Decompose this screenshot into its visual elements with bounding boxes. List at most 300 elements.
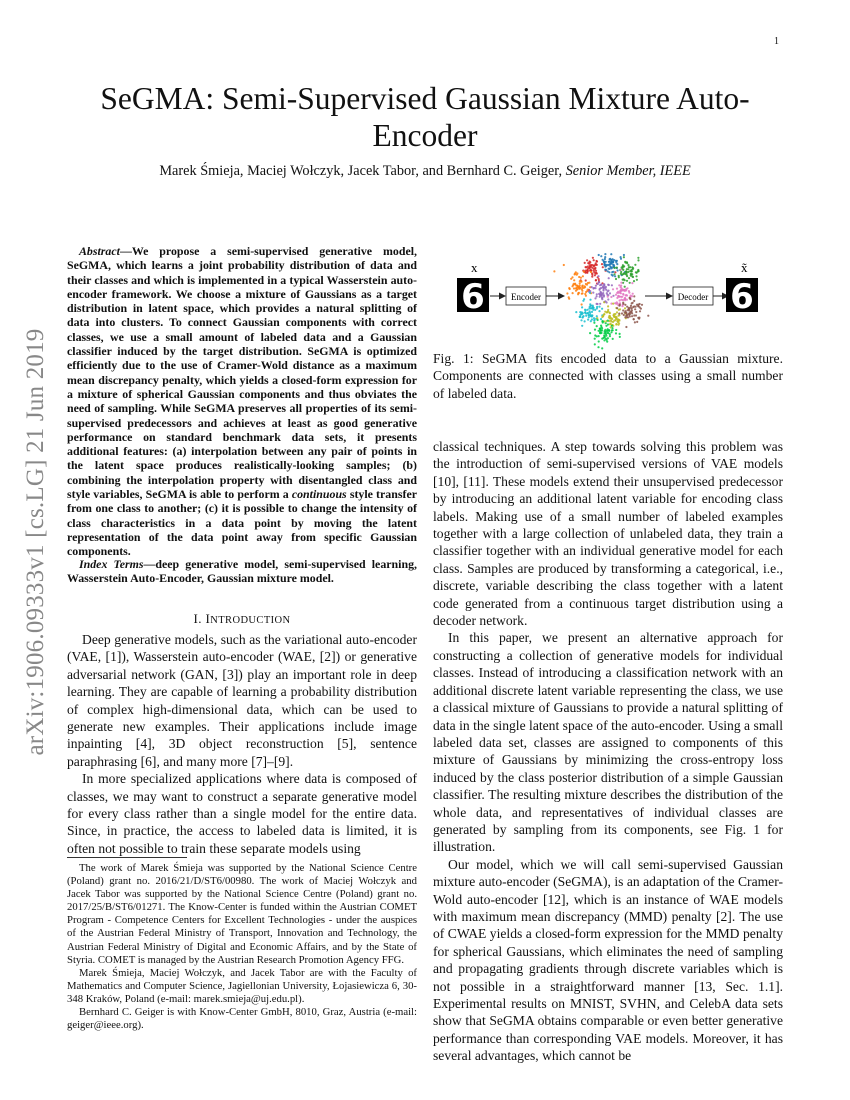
latent-point (593, 322, 595, 324)
latent-point (616, 267, 618, 269)
latent-point (592, 257, 594, 259)
latent-point (609, 317, 611, 319)
latent-point (613, 267, 615, 269)
latent-point (608, 330, 610, 332)
input-digit-image (457, 277, 489, 317)
latent-point (618, 309, 620, 311)
latent-point (633, 300, 635, 302)
latent-point (610, 296, 612, 298)
abstract (67, 244, 417, 559)
latent-point (629, 298, 631, 300)
latent-point (581, 316, 583, 318)
latent-point (594, 297, 596, 299)
latent-point (601, 316, 603, 318)
latent-point (616, 311, 618, 313)
latent-point (624, 273, 626, 275)
latent-point (598, 281, 600, 283)
latent-point (595, 279, 597, 281)
output-label: x̃ (741, 260, 748, 275)
latent-point (612, 288, 614, 290)
index-terms-text: —deep generative model, semi-supervised learning, Wasserstein Auto-Encoder, Gaussian mixture model. (67, 557, 417, 586)
latent-point (592, 305, 594, 307)
latent-point (624, 312, 626, 314)
latent-point (609, 265, 611, 267)
section-numeral: I. (193, 611, 206, 626)
latent-point (612, 303, 614, 305)
latent-point (568, 296, 570, 298)
latent-point (623, 256, 625, 258)
latent-point (579, 287, 581, 289)
latent-point (581, 325, 583, 327)
latent-point (591, 276, 593, 278)
latent-point (594, 329, 596, 331)
latent-point (591, 318, 593, 320)
input-digit: 6 (461, 277, 485, 317)
latent-point (587, 319, 589, 321)
latent-point (615, 332, 617, 334)
latent-point (608, 260, 610, 262)
left-column-body (67, 631, 417, 857)
latent-point (589, 261, 591, 263)
latent-point (578, 292, 580, 294)
latent-point (614, 271, 616, 273)
latent-point (626, 261, 628, 263)
latent-point (611, 261, 613, 263)
latent-point (629, 282, 631, 284)
latent-point (607, 296, 609, 298)
section-initial: I (205, 611, 211, 626)
latent-point (602, 266, 604, 268)
latent-point (589, 332, 591, 334)
latent-point (623, 265, 625, 267)
latent-point (604, 253, 606, 255)
latent-point (589, 299, 591, 301)
latent-point (611, 325, 613, 327)
latent-point (601, 297, 603, 299)
latent-point (606, 339, 608, 341)
output-digit: 6 (730, 277, 754, 317)
latent-point (604, 329, 606, 331)
latent-point (612, 338, 614, 340)
author-line (60, 163, 790, 180)
latent-point (601, 338, 603, 340)
latent-point (597, 346, 599, 348)
latent-point (572, 292, 574, 294)
latent-point (594, 334, 596, 336)
latent-point (601, 320, 603, 322)
latent-point (582, 285, 584, 287)
latent-point (594, 343, 596, 345)
latent-point (598, 278, 600, 280)
latent-point (581, 313, 583, 315)
latent-point (585, 266, 587, 268)
latent-point (596, 307, 598, 309)
latent-point (619, 299, 621, 301)
latent-point (611, 327, 613, 329)
latent-point (596, 293, 598, 295)
latent-point (605, 322, 607, 324)
latent-point (603, 261, 605, 263)
latent-point (583, 271, 585, 273)
latent-point (627, 271, 629, 273)
latent-point (585, 291, 587, 293)
latent-point (581, 292, 583, 294)
latent-point (583, 298, 585, 300)
latent-point (626, 299, 628, 301)
latent-point (617, 324, 619, 326)
latent-point (576, 287, 578, 289)
latent-point (601, 308, 603, 310)
latent-point (596, 315, 598, 317)
latent-point (628, 266, 630, 268)
latent-point (583, 287, 585, 289)
latent-point (571, 276, 573, 278)
latent-point (609, 315, 611, 317)
latent-point (633, 318, 635, 320)
latent-point (624, 298, 626, 300)
section-heading (67, 611, 417, 627)
author-names: Marek Śmieja, Maciej Wołczyk, Jacek Tabor, and Bernhard C. Geiger, (159, 163, 566, 179)
latent-point (600, 318, 602, 320)
latent-point (603, 313, 605, 315)
latent-point (569, 288, 571, 290)
latent-point (610, 323, 612, 325)
latent-point (586, 284, 588, 286)
latent-point (632, 267, 634, 269)
latent-point (631, 282, 633, 284)
latent-point (594, 287, 596, 289)
latent-point (592, 309, 594, 311)
latent-point (618, 320, 620, 322)
latent-point (594, 338, 596, 340)
arxiv-stamp-text: arXiv:1906.09333v1 [cs.LG] 21 Jun 2019 (22, 328, 49, 756)
latent-point (615, 323, 617, 325)
latent-point (624, 289, 626, 291)
latent-point (631, 295, 633, 297)
decoder-label: Decoder (677, 292, 709, 302)
abstract-text-2: style transfer from one class to another; (c) it is possible to change the intensity of class characteristics in a data point by moving the latent representation of the data point away from specific Gaussian components. (67, 487, 417, 559)
latent-point (628, 277, 630, 279)
paper-title: SeGMA: Semi-Supervised Gaussian Mixture Auto-Encoder (100, 81, 750, 153)
latent-point (611, 329, 613, 331)
latent-point (599, 303, 601, 305)
latent-point (598, 310, 600, 312)
latent-point (609, 258, 611, 260)
latent-point (598, 340, 600, 342)
figure-diagram (452, 242, 792, 350)
latent-point (619, 333, 621, 335)
latent-point (626, 306, 628, 308)
latent-point (628, 307, 630, 309)
latent-point (603, 339, 605, 341)
abstract-label: Abstract (79, 244, 120, 258)
latent-point (641, 304, 643, 306)
latent-point (586, 309, 588, 311)
latent-point (625, 326, 627, 328)
latent-point (612, 295, 614, 297)
footnotes (67, 862, 417, 1032)
latent-point (609, 292, 611, 294)
footnote-rule (67, 857, 187, 858)
latent-point (592, 287, 594, 289)
latent-point (607, 310, 609, 312)
latent-point (587, 268, 589, 270)
latent-point (588, 263, 590, 265)
latent-point (584, 262, 586, 264)
latent-point (602, 294, 604, 296)
latent-point (636, 321, 638, 323)
latent-point (635, 275, 637, 277)
latent-point (591, 311, 593, 313)
latent-point (598, 306, 600, 308)
latent-point (616, 307, 618, 309)
latent-point (575, 311, 577, 313)
latent-point (585, 279, 587, 281)
latent-point (566, 292, 568, 294)
latent-point (604, 258, 606, 260)
latent-point (598, 254, 600, 256)
latent-point (607, 320, 609, 322)
latent-gaussian-mixture (553, 253, 649, 350)
intro-paragraph-2: In more specialized applications where data is composed of classes, we may want to construct a separate generative model for every class rather than a single model for the entire data. Since, in practice, the access to labeled data is limited, it is often not possible to train these separate models using (67, 771, 417, 856)
latent-point (611, 274, 613, 276)
latent-point (607, 270, 609, 272)
latent-point (610, 331, 612, 333)
latent-point (584, 309, 586, 311)
latent-point (635, 311, 637, 313)
latent-point (634, 321, 636, 323)
latent-point (614, 302, 616, 304)
latent-point (624, 286, 626, 288)
latent-point (591, 286, 593, 288)
latent-point (630, 305, 632, 307)
latent-point (618, 276, 620, 278)
latent-point (619, 290, 621, 292)
latent-point (628, 314, 630, 316)
latent-point (593, 270, 595, 272)
latent-point (615, 329, 617, 331)
intro-paragraph-1: Deep generative models, such as the variational auto-encoder (VAE, [1]), Wasserstein auto-encoder (WAE, [2]) or generative adversarial network (GAN, [3]) play an important role in deep learning. They are capable of learning a probability distribution of complex high-dimensional data, which can be used to generate new examples. Their applications include image inpainting [4], 3D object reconstruction [5], sentence paraphrasing [6], and many more [7]–[9]. (67, 632, 417, 769)
latent-point (626, 268, 628, 270)
latent-point (625, 270, 627, 272)
latent-point (600, 284, 602, 286)
latent-point (575, 284, 577, 286)
latent-point (596, 295, 598, 297)
latent-point (594, 309, 596, 311)
latent-point (598, 335, 600, 337)
latent-point (585, 315, 587, 317)
latent-point (601, 263, 603, 265)
right-paragraph-2: In this paper, we present an alternative approach for constructing a collection of generative models for individual classes. Instead of introducing a classification network with an additional discrete latent variable representing the class, we use a classical mixture of Gaussians to provide a natural splitting of data in the single latent space of the auto-encoder. Using a small labeled data set, classes are assigned to components of this mixture of Gaussians by minimizing the cross-entropy loss induced by the class posterior distribution of a simple Gaussian classifier. The resulting mixture describes the distribution of the whole data, and representatives of individual classes are generated by sampling from its components, see Fig. 1 for illustration. (433, 630, 783, 855)
index-terms-label: Index Terms (79, 557, 144, 571)
latent-point (563, 264, 565, 266)
latent-point (612, 321, 614, 323)
latent-point (632, 293, 634, 295)
latent-point (586, 259, 588, 261)
latent-point (604, 311, 606, 313)
latent-point (579, 282, 581, 284)
latent-point (621, 296, 623, 298)
latent-point (596, 325, 598, 327)
latent-point (595, 285, 597, 287)
latent-point (634, 264, 636, 266)
latent-point (553, 270, 555, 272)
latent-point (622, 273, 624, 275)
latent-point (611, 284, 613, 286)
latent-point (636, 279, 638, 281)
latent-point (589, 292, 591, 294)
latent-point (604, 287, 606, 289)
latent-point (609, 335, 611, 337)
latent-point (603, 283, 605, 285)
latent-point (607, 284, 609, 286)
input-label: x (471, 260, 478, 275)
latent-point (607, 328, 609, 330)
latent-point (602, 285, 604, 287)
latent-point (616, 320, 618, 322)
latent-point (607, 323, 609, 325)
latent-point (640, 308, 642, 310)
latent-point (607, 298, 609, 300)
latent-point (596, 260, 598, 262)
latent-point (638, 270, 640, 272)
latent-point (584, 311, 586, 313)
latent-point (639, 310, 641, 312)
latent-point (603, 301, 605, 303)
latent-point (580, 319, 582, 321)
latent-point (594, 268, 596, 270)
latent-point (578, 276, 580, 278)
latent-point (603, 334, 605, 336)
latent-point (600, 332, 602, 334)
latent-point (634, 308, 636, 310)
latent-point (631, 310, 633, 312)
latent-point (584, 320, 586, 322)
right-paragraph-1: classical techniques. A step towards solving this problem was the introduction of semi-supervised versions of VAE models [10], [11]. These models extend their unsupervised predecessor by introducing an additional latent variable for encoding class labels. Making use of a small number of labeled examples together with a large collection of unlabeled data, they train a classifier together with an individual generative model for each class. Samples are produced by transforming a categorical, i.e., discrete, variable describing the class together with a latent code generated from a continuous target distribution using a decoder network. (433, 439, 783, 629)
latent-point (597, 275, 599, 277)
latent-point (625, 315, 627, 317)
latent-point (613, 273, 615, 275)
latent-point (609, 333, 611, 335)
latent-point (625, 294, 627, 296)
latent-point (573, 279, 575, 281)
latent-point (617, 296, 619, 298)
latent-point (629, 270, 631, 272)
latent-point (615, 294, 617, 296)
output-digit-image (726, 277, 758, 317)
latent-point (623, 314, 625, 316)
latent-point (590, 271, 592, 273)
latent-point (620, 286, 622, 288)
encoder-label: Encoder (511, 292, 541, 302)
latent-point (608, 277, 610, 279)
latent-point (624, 307, 626, 309)
latent-point (631, 302, 633, 304)
latent-point (592, 292, 594, 294)
latent-point (607, 305, 609, 307)
page-number: 1 (774, 36, 779, 47)
latent-point (609, 264, 611, 266)
latent-point (613, 259, 615, 261)
author-affiliation: Senior Member, IEEE (565, 163, 691, 179)
latent-point (587, 312, 589, 314)
latent-point (624, 279, 626, 281)
abstract-text-1: —We propose a semi-supervised generative model, SeGMA, which learns a joint probability distribution of data and their classes and which is implemented in a typical Wasserstein auto-encoder framework. We choose a mixture of Gaussians as a target distribution in latent space, which provides a natural splitting of data into clusters. To connect Gaussian components with correct classes, we use a small amount of labeled data and a Gaussian classifier induced by the target distribution. SeGMA is optimized efficiently due to the use of Cramer-Wold distance as a maximum mean discrepancy penalty, which yields a closed-form expression for a mixture of spherical Gaussian components and thus obviates the need of sampling. While SeGMA preserves all properties of its semi-supervised predecessors and achieves at least as good generative performance on standard benchmark data sets, it presents additional features: (a) interpolation between any pair of points in the latent space produces realistically-looking samples; (b) combining the interpolation property with disentangled class and style variables, SeGMA is able to perform a (67, 244, 417, 502)
latent-point (618, 313, 620, 315)
latent-point (605, 333, 607, 335)
latent-point (630, 275, 632, 277)
latent-point (591, 274, 593, 276)
latent-point (579, 316, 581, 318)
latent-point (614, 313, 616, 315)
latent-point (582, 275, 584, 277)
latent-point (633, 280, 635, 282)
right-column-body (433, 438, 783, 1065)
latent-point (580, 280, 582, 282)
latent-point (597, 319, 599, 321)
latent-point (590, 265, 592, 267)
latent-point (602, 259, 604, 261)
latent-point (602, 289, 604, 291)
latent-point (624, 304, 626, 306)
latent-point (584, 293, 586, 295)
latent-point (633, 295, 635, 297)
latent-point (595, 270, 597, 272)
latent-point (595, 272, 597, 274)
latent-point (631, 315, 633, 317)
latent-point (620, 258, 622, 260)
latent-point (622, 294, 624, 296)
latent-point (620, 273, 622, 275)
latent-point (620, 269, 622, 271)
latent-point (635, 314, 637, 316)
latent-point (604, 269, 606, 271)
latent-point (622, 303, 624, 305)
section-title-rest: NTRODUCTION (210, 615, 291, 626)
index-terms (67, 557, 417, 586)
latent-point (590, 307, 592, 309)
latent-point (600, 326, 602, 328)
latent-point (635, 306, 637, 308)
latent-point (637, 259, 639, 261)
latent-point (626, 280, 628, 282)
latent-point (637, 305, 639, 307)
latent-point (588, 282, 590, 284)
latent-point (596, 303, 598, 305)
latent-point (616, 288, 618, 290)
latent-point (616, 260, 618, 262)
latent-point (616, 292, 618, 294)
latent-point (635, 271, 637, 273)
latent-point (608, 268, 610, 270)
latent-point (620, 282, 622, 284)
latent-point (593, 259, 595, 261)
latent-point (581, 306, 583, 308)
latent-point (595, 264, 597, 266)
latent-point (638, 317, 640, 319)
latent-point (591, 315, 593, 317)
latent-point (610, 253, 612, 255)
abstract-italic: continuous (291, 487, 347, 502)
right-paragraph-3: Our model, which we will call semi-supervised Gaussian mixture auto-encoder (SeGMA), is an adaptation of the Cramer-Wold auto-encoder [12], which is an instance of WAE models with maximum mean discrepancy (MMD) penalty [2]. The use of CWAE yields a closed-form expression for the MMD penalty for spherical Gaussians, which eliminates the need of sampling and propagating gradients through discrete variables which is not possible in a straightforward manner [13, Sec. 1.1]. Experimental results on MNIST, SVHN, and CelebA data sets show that SeGMA obtains comparable or even better generative performance than corresponding VAE models. Moreover, it has several advantages, which cannot be (433, 856, 783, 1064)
latent-point (620, 292, 622, 294)
latent-point (604, 256, 606, 258)
latent-point (593, 319, 595, 321)
latent-point (600, 255, 602, 257)
latent-point (575, 271, 577, 273)
latent-point (614, 275, 616, 277)
figure-1 (452, 242, 792, 350)
